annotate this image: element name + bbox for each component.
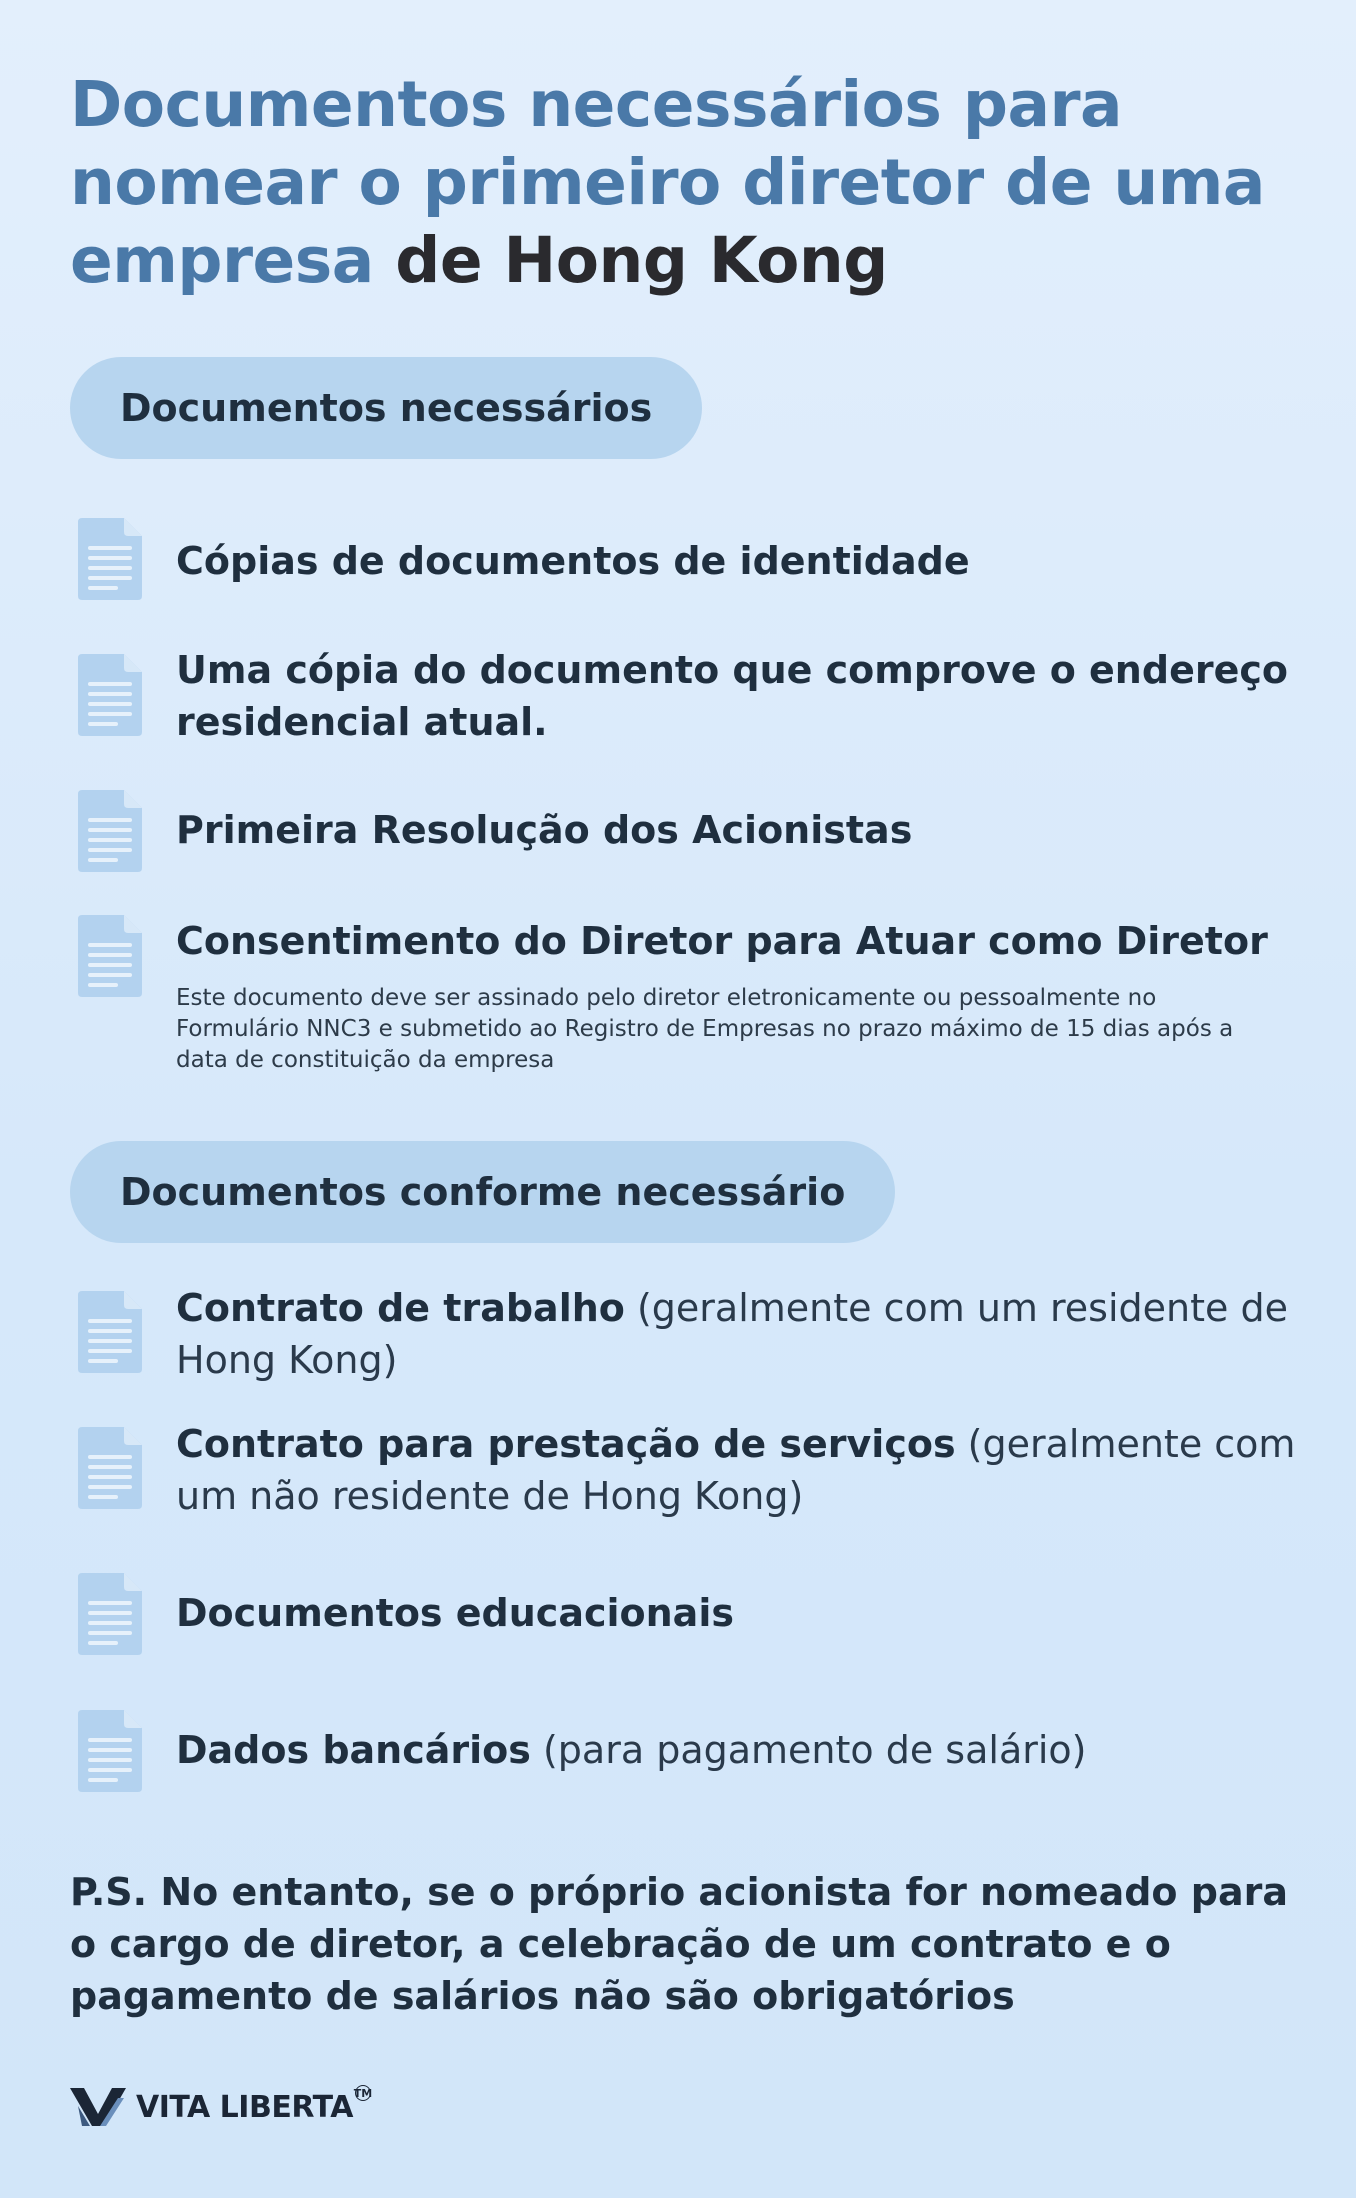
section-heading-required: Documentos necessários: [70, 357, 702, 459]
item-text: Uma cópia do documento que comprove o endereço residencial atual.: [176, 648, 1288, 744]
section-heading-optional: Documentos conforme necessário: [70, 1141, 895, 1243]
item-bold: Contrato para prestação de serviços: [176, 1422, 956, 1466]
vita-liberta-logo-icon: [70, 2086, 126, 2128]
document-icon: [78, 1710, 142, 1792]
document-icon: [78, 1427, 142, 1509]
postscript: P.S. No entanto, se o próprio acionista for nomeado para o cargo de diretor, a celebração de um contrato e o pagamento de salários não são obrigatórios: [70, 1870, 1288, 2018]
item-text: Primeira Resolução dos Acionistas: [176, 808, 913, 852]
document-icon: [78, 1573, 142, 1655]
document-icon: [78, 518, 142, 600]
trademark-symbol: TM: [353, 2086, 373, 2100]
document-icon: [78, 1291, 142, 1373]
logo-text: VITA LIBERTA: [136, 2089, 353, 2125]
document-icon: [78, 654, 142, 736]
item-bold: Contrato de trabalho: [176, 1286, 625, 1330]
document-icon: [78, 790, 142, 872]
title-dark: de Hong Kong: [395, 224, 888, 297]
page-title: [70, 66, 1290, 300]
title-accent: Documentos necessários para nomear o primeiro diretor de uma empresa: [70, 68, 1265, 297]
document-icon: [78, 915, 142, 997]
item-text: Cópias de documentos de identidade: [176, 539, 970, 583]
item-text: Consentimento do Diretor para Atuar como Diretor: [176, 919, 1268, 963]
item-normal: (geralmente com um residente de Hong Kong): [176, 1286, 1288, 1382]
item-normal: (para pagamento de salário): [530, 1728, 1087, 1772]
item-normal: (geralmente com um não residente de Hong Kong): [176, 1422, 1296, 1518]
item-bold: Documentos educacionais: [176, 1591, 734, 1635]
item-note: Este documento deve ser assinado pelo diretor eletronicamente ou pessoalmente no Formulário NNC3 e submetido ao Registro de Empresas no prazo máximo de 15 dias após a data de constituição da empresa: [176, 985, 1234, 1073]
item-bold: Dados bancários: [176, 1728, 531, 1772]
brand-logo: [70, 2082, 371, 2132]
